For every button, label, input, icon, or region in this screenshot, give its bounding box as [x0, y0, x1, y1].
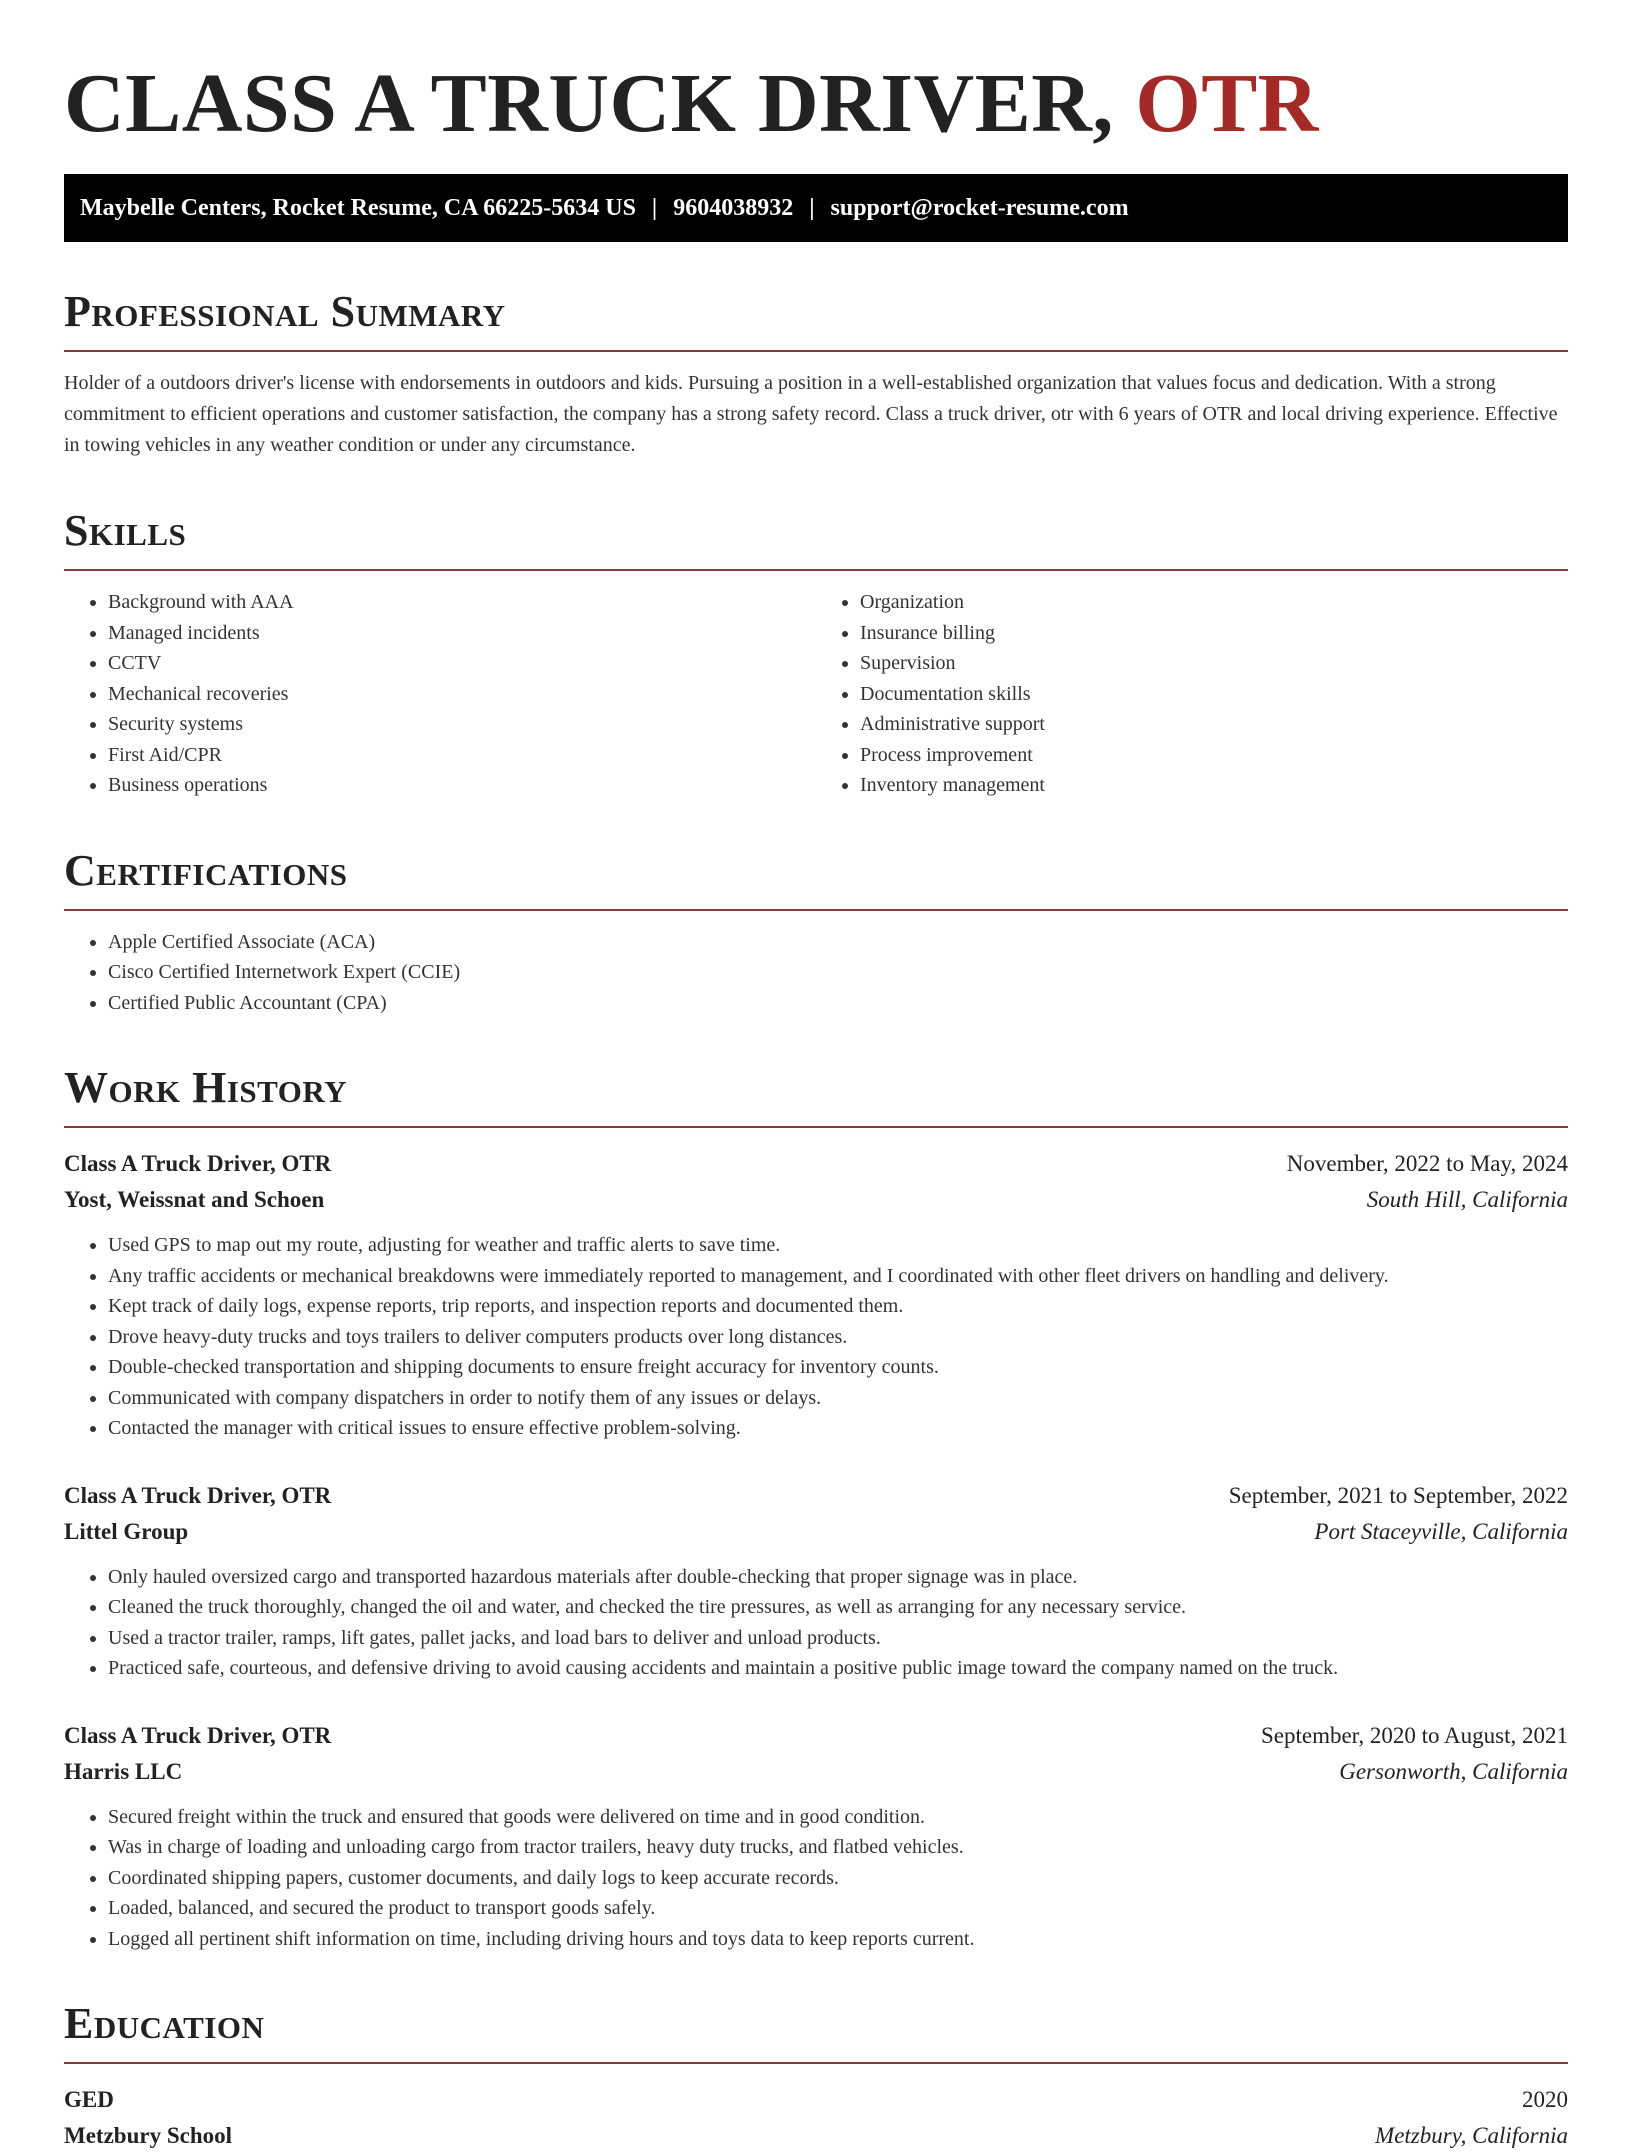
contact-separator: | — [651, 194, 658, 221]
job-bullet: • Cleaned the truck thoroughly, changed the oil and water, and checked the tire pressures, as well as arranging for any necessary service. — [108, 1592, 1568, 1623]
education-location: Metzbury, California — [1375, 2123, 1568, 2148]
section-title-skills: Skills — [64, 506, 187, 555]
section-education — [64, 1998, 1568, 2154]
job-company-row — [64, 1754, 1568, 1790]
skill-item: • CCTV — [108, 648, 816, 679]
job-bullet: • Loaded, balanced, and secured the product to transport goods safely. — [108, 1893, 1568, 1924]
job-bullet: • Coordinated shipping papers, customer documents, and daily logs to keep accurate records. — [108, 1863, 1568, 1894]
job-bullet: • Contacted the manager with critical issues to ensure effective problem-solving. — [108, 1413, 1568, 1444]
job-company: Harris LLC — [64, 1758, 183, 1784]
section-divider — [64, 909, 1568, 911]
section-divider — [64, 1126, 1568, 1128]
job-bullet: • Kept track of daily logs, expense reports, trip reports, and inspection reports and documented them. — [108, 1291, 1568, 1322]
job-bullet: • Communicated with company dispatchers in order to notify them of any issues or delays. — [108, 1383, 1568, 1414]
section-title-summary: Professional Summary — [64, 287, 506, 336]
job-bullet: • Was in charge of loading and unloading cargo from tractor trailers, heavy duty trucks, and flatbed vehicles. — [108, 1832, 1568, 1863]
job-header-row — [64, 1478, 1568, 1514]
job-bullet: • Secured freight within the truck and ensured that goods were delivered on time and in good condition. — [108, 1802, 1568, 1833]
skill-item: • Documentation skills — [860, 679, 1568, 710]
section-divider — [64, 569, 1568, 571]
certifications-list — [64, 927, 1568, 1019]
section-title-work-history: Work History — [64, 1063, 348, 1112]
job-title: Class A Truck Driver, OTR — [64, 1151, 332, 1176]
job-dates: September, 2020 to August, 2021 — [1260, 1722, 1568, 1748]
job-bullet: • Drove heavy-duty trucks and toys trailers to deliver computers products over long distances. — [108, 1322, 1568, 1353]
education-header-row — [64, 2082, 1568, 2118]
job-entry — [64, 1146, 1568, 1444]
section-summary — [64, 286, 1568, 461]
job-header-row — [64, 1718, 1568, 1754]
job-bullet: • Practiced safe, courteous, and defensive driving to avoid causing accidents and maintain a positive public image toward the company named on the truck. — [108, 1653, 1568, 1684]
skill-item: • Managed incidents — [108, 618, 816, 649]
job-header-row — [64, 1146, 1568, 1182]
contact-bar — [64, 174, 1568, 242]
skill-item: • Supervision — [860, 648, 1568, 679]
education-school-row — [64, 2118, 1568, 2154]
job-dates: September, 2021 to September, 2022 — [1228, 1482, 1568, 1508]
job-company-row — [64, 1514, 1568, 1550]
job-bullet: • Used a tractor trailer, ramps, lift gates, pallet jacks, and load bars to deliver and unload products. — [108, 1623, 1568, 1654]
section-title-education: Education — [64, 1999, 265, 2048]
job-bullet: • Used GPS to map out my route, adjusting for weather and traffic alerts to save time. — [108, 1230, 1568, 1261]
section-divider — [64, 2062, 1568, 2064]
job-entry — [64, 1478, 1568, 1684]
contact-email: support@rocket-resume.com — [830, 194, 1129, 221]
section-work-history — [64, 1062, 1568, 1954]
section-divider — [64, 350, 1568, 352]
job-title: Class A Truck Driver, OTR — [64, 1482, 332, 1508]
skill-item: • Security systems — [108, 709, 816, 740]
skill-item: • Process improvement — [860, 740, 1568, 771]
job-bullet: • Double-checked transportation and shipping documents to ensure freight accuracy for inventory counts. — [108, 1352, 1568, 1383]
job-bullets — [64, 1230, 1568, 1444]
certification-item: • Certified Public Accountant (CPA) — [108, 988, 1568, 1019]
job-bullets — [64, 1802, 1568, 1955]
job-entry — [64, 1718, 1568, 1955]
job-title: Class A Truck Driver, OTR — [64, 1722, 332, 1748]
job-dates: November, 2022 to May, 2024 — [1286, 1151, 1568, 1176]
skill-item: • Organization — [860, 587, 1568, 618]
education-school: Metzbury School — [64, 2123, 233, 2148]
skill-item: • Administrative support — [860, 709, 1568, 740]
contact-separator: | — [809, 194, 815, 221]
skill-item: • Business operations — [108, 770, 816, 801]
education-year: 2020 — [1522, 2087, 1568, 2112]
skills-grid — [64, 587, 1568, 801]
job-location: Port Staceyville, California — [1314, 1518, 1568, 1544]
skill-item: • Background with AAA — [108, 587, 816, 618]
summary-text: Holder of a outdoors driver's license with endorsements in outdoors and kids. Pursuing a position in a well-established organization that values focus and dedication. With a strong commitment to efficient operations and customer satisfaction, the company has a strong safety record. Class a truck driver, otr with 6 years of OTR and local driving experience. Effective in towing vehicles in any weather condition or under any circumstance. — [64, 372, 1558, 456]
contact-phone: 9604038932 — [673, 194, 794, 221]
job-bullet: • Any traffic accidents or mechanical breakdowns were immediately reported to management, and I coordinated with other fleet drivers on handling and delivery. — [108, 1261, 1568, 1292]
education-degree: GED — [64, 2087, 114, 2112]
skill-item: • Inventory management — [860, 770, 1568, 801]
education-entry — [64, 2082, 1568, 2154]
job-location: South Hill, California — [1366, 1187, 1568, 1212]
job-bullets — [64, 1562, 1568, 1684]
certification-item: • Cisco Certified Internetwork Expert (CCIE) — [108, 957, 1568, 988]
skill-item: • Mechanical recoveries — [108, 679, 816, 710]
job-location: Gersonworth, California — [1339, 1758, 1568, 1784]
job-bullet: • Only hauled oversized cargo and transported hazardous materials after double-checking that proper signage was in place. — [108, 1562, 1568, 1593]
section-skills — [64, 505, 1568, 801]
skill-item: • Insurance billing — [860, 618, 1568, 649]
resume-title — [64, 56, 1568, 152]
job-company: Littel Group — [64, 1518, 189, 1544]
job-bullet: • Logged all pertinent shift information on time, including driving hours and toys data to keep reports current. — [108, 1924, 1568, 1955]
skills-list-left — [64, 587, 816, 801]
section-certifications — [64, 845, 1568, 1019]
certification-item: • Apple Certified Associate (ACA) — [108, 927, 1568, 958]
job-company-row — [64, 1182, 1568, 1218]
title-accent: OTR — [1135, 57, 1319, 150]
section-title-certifications: Certifications — [64, 845, 348, 895]
skills-list-right — [816, 587, 1568, 801]
skill-item: • First Aid/CPR — [108, 740, 816, 771]
title-main: CLASS A TRUCK DRIVER, — [64, 57, 1114, 150]
contact-address: Maybelle Centers, Rocket Resume, CA 66225-5634 US — [80, 194, 636, 221]
job-company: Yost, Weissnat and Schoen — [64, 1187, 325, 1212]
